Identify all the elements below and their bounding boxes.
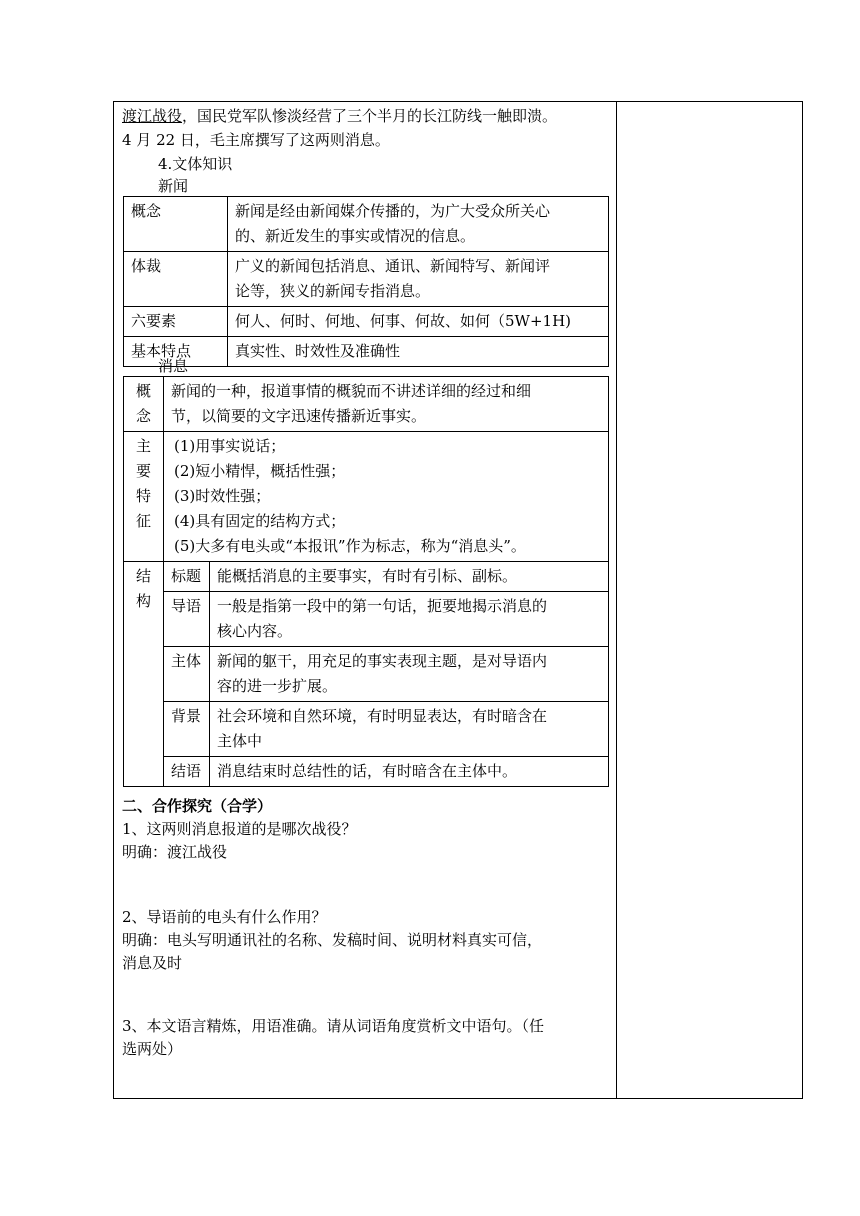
definition-line: 新闻是经由新闻媒介传播的，为广大受众所关心 <box>235 202 551 220</box>
column-divider <box>616 102 617 1098</box>
structure-part-cell: 标题 <box>164 562 210 592</box>
vertical-char: 念 <box>135 407 151 425</box>
definition-cell: 真实性、时效性及准确性 <box>228 337 609 367</box>
text-line: 新闻的一种，报道事情的概貌而不讲述详细的经过和细 <box>171 382 532 400</box>
question-3-line-2: 选两处） <box>122 1040 183 1058</box>
text-line: 新闻的躯干，用充足的事实表现主题，是对导语内 <box>217 652 548 670</box>
answer-2-line-1: 明确：电头写明通讯社的名称、发稿时间、说明材料真实可信， <box>122 931 543 949</box>
main-column <box>114 102 616 1098</box>
structure-part-cell: 主体 <box>164 647 210 702</box>
vertical-char: 特 <box>135 487 151 505</box>
question-1: 1、这两则消息报道的是哪次战役？ <box>122 820 357 838</box>
news-label: 新闻 <box>158 177 189 195</box>
intro-line-1 <box>122 106 557 126</box>
term-cell: 基本特点 <box>124 337 228 367</box>
vertical-char: 概 <box>135 382 151 400</box>
term-cell: 体裁 <box>124 252 228 307</box>
intro-link-text: 渡江战役 <box>122 107 183 125</box>
table-row <box>124 702 609 757</box>
feature-item: (5)大多有电头或“本报讯”作为标志，称为“消息头”。 <box>174 537 526 555</box>
definition-line: 的、新近发生的事实或情况的信息。 <box>235 227 476 245</box>
term-cell: 六要素 <box>124 307 228 337</box>
term-cell: 概念 <box>124 197 228 252</box>
table-row <box>124 337 609 367</box>
structure-desc-cell: 能概括消息的主要事实，有时有引标、副标。 <box>210 562 609 592</box>
structure-desc-cell <box>210 647 609 702</box>
definition-cell: 何人、何时、何地、何事、何故、如何（5W+1H) <box>228 307 609 337</box>
structure-part-cell: 结语 <box>164 757 210 787</box>
table-row <box>124 307 609 337</box>
xiaoxi-label: 消息 <box>158 357 189 375</box>
table-row <box>124 252 609 307</box>
table-row <box>124 432 609 562</box>
vertical-char: 构 <box>135 592 151 610</box>
answer-2-line-2: 消息及时 <box>122 954 183 972</box>
question-2: 2、导语前的电头有什么作用？ <box>122 908 327 926</box>
definition-line: 广义的新闻包括消息、通讯、新闻特写、新闻评 <box>235 257 551 275</box>
structure-part-cell: 导语 <box>164 592 210 647</box>
answer-1: 明确：渡江战役 <box>122 843 228 861</box>
structure-desc-cell <box>210 702 609 757</box>
xiaoxi-table <box>123 376 609 787</box>
structure-desc-cell: 消息结束时总结性的话，有时暗含在主体中。 <box>210 757 609 787</box>
table-row <box>124 647 609 702</box>
concept-text-cell <box>164 377 609 432</box>
lesson-table-frame <box>113 101 803 1099</box>
section2-heading: 二、合作探究（合学） <box>122 797 273 815</box>
vertical-char: 主 <box>135 437 151 455</box>
definition-line: 论等，狭义的新闻专指消息。 <box>235 282 431 300</box>
table-row <box>124 562 609 592</box>
text-line: 主体中 <box>217 732 263 750</box>
feature-item: (3)时效性强； <box>174 487 271 505</box>
feature-item: (2)短小精悍，概括性强； <box>174 462 346 480</box>
intro-line-2: 4 月 22 日，毛主席撰写了这两则消息。 <box>122 131 390 149</box>
news-table <box>123 196 609 367</box>
section4-heading: 4.文体知识 <box>158 155 233 173</box>
vertical-char: 征 <box>135 512 151 530</box>
features-label-cell <box>124 432 164 562</box>
table-row <box>124 757 609 787</box>
table-row <box>124 377 609 432</box>
features-text-cell <box>164 432 609 562</box>
structure-label-cell <box>124 562 164 787</box>
structure-desc-cell <box>210 592 609 647</box>
definition-cell <box>228 197 609 252</box>
text-line: 社会环境和自然环境，有时明显表达，有时暗含在 <box>217 707 548 725</box>
table-row <box>124 592 609 647</box>
vertical-char: 结 <box>135 567 151 585</box>
table-row <box>124 197 609 252</box>
intro-line-1-rest: ，国民党军队惨淡经营了三个半月的长江防线一触即溃。 <box>182 107 558 125</box>
text-line: 一般是指第一段中的第一句话，扼要地揭示消息的 <box>217 597 548 615</box>
feature-item: (4)具有固定的结构方式； <box>174 512 346 530</box>
text-line: 节，以简要的文字迅速传播新近事实。 <box>171 407 427 425</box>
definition-cell <box>228 252 609 307</box>
text-line: 容的进一步扩展。 <box>217 677 338 695</box>
feature-item: (1)用事实说话； <box>174 437 286 455</box>
vertical-char: 要 <box>135 462 151 480</box>
question-3-line-1: 3、本文语言精炼，用语准确。请从词语角度赏析文中语句。（任 <box>122 1017 545 1035</box>
text-line: 核心内容。 <box>217 622 293 640</box>
structure-part-cell: 背景 <box>164 702 210 757</box>
concept-label-cell <box>124 377 164 432</box>
